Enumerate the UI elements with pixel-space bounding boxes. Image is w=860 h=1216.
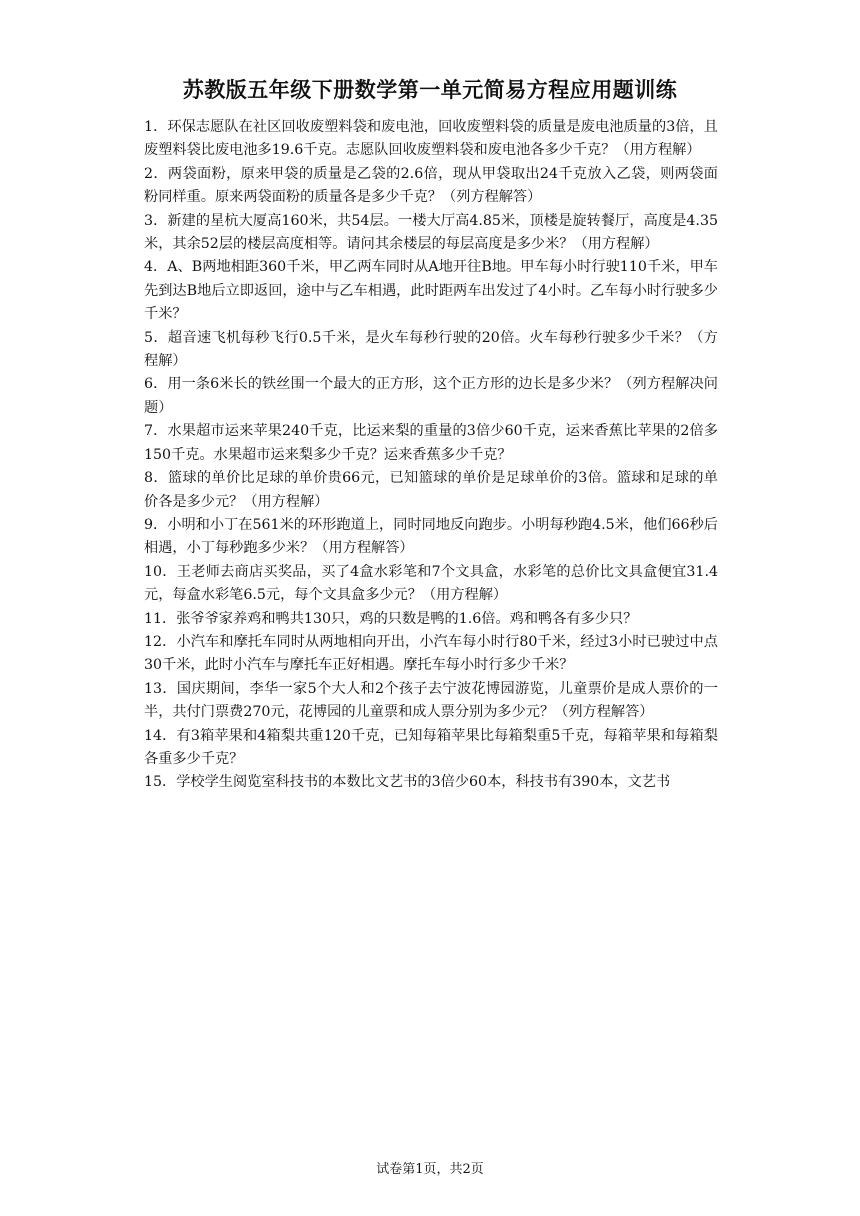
question-1: 1．环保志愿队在社区回收废塑料袋和废电池，回收废塑料袋的质量是废电池质量的3倍，且废塑料袋比废电池多19.6千克。志愿队回收废塑料袋和废电池各多少千克？（用方程解） [144, 119, 718, 159]
question-15: 15．学校学生阅览室科技书的本数比文艺书的3倍少60本，科技书有390本，文艺书 [144, 774, 671, 791]
page-title: 苏教版五年级下册数学第一单元简易方程应用题训练 [182, 78, 678, 102]
question-10: 10．王老师去商店买奖品，买了4盒水彩笔和7个文具盒，水彩笔的总价比文具盒便宜31.4元，每盒水彩笔6.5元，每个文具盒多少元？（用方程解） [144, 563, 718, 604]
question-7: 7．水果超市运来苹果240千克，比运来梨的重量的3倍少60千克，运来香蕉比苹果的2倍多150千克。水果超市运来梨多少千克？运来香蕉多少千克？ [144, 423, 718, 463]
question-14: 14．有3箱苹果和4箱梨共重120千克，已知每箱苹果比每箱梨重5千克，每箱苹果和每箱梨各重多少千克？ [144, 727, 718, 767]
question-5: 5．超音速飞机每秒飞行0.5千米，是火车每秒行驶的20倍。火车每秒行驶多少千米？（方程解） [144, 329, 718, 370]
question-13: 13．国庆期间，李华一家5个大人和2个孩子去宁波花博园游览，儿童票价是成人票价的一半，共付门票费270元，花博园的儿童票和成人票分别为多少元？（列方程解答） [144, 680, 718, 721]
page-footer: 试卷第1页，共2页 [376, 1162, 484, 1177]
question-11: 11．张爷爷家养鸡和鸭共130只，鸡的只数是鸭的1.6倍。鸡和鸭各有多少只？ [144, 610, 638, 627]
question-8: 8．篮球的单价比足球的单价贵66元，已知篮球的单价是足球单价的3倍。篮球和足球的单价各是多少元？（用方程解） [144, 470, 718, 510]
question-6: 6．用一条6米长的铁丝围一个最大的正方形，这个正方形的边长是多少米？（列方程解决问题） [144, 376, 718, 416]
question-3: 3．新建的星杭大厦高160米，共54层。一楼大厅高4.85米，顶楼是旋转餐厅，高度是4.35米，其余52层的楼层高度相等。请问其余楼层的每层高度是多少米？（用方程解） [144, 212, 718, 253]
question-12: 12．小汽车和摩托车同时从两地相向开出，小汽车每小时行80千米，经过3小时已驶过中点30千米，此时小汽车与摩托车正好相遇。摩托车每小时行多少千米？ [144, 633, 718, 674]
question-2: 2．两袋面粉，原来甲袋的质量是乙袋的2.6倍，现从甲袋取出24千克放入乙袋，则两袋面粉同样重。原来两袋面粉的质量各是多少千克？（列方程解答） [144, 165, 718, 206]
question-4: 4．A、B两地相距360千米，甲乙两车同时从A地开往B地。甲车每小时行驶110千米，甲车先到达B地后立即返回，途中与乙车相遇，此时距两车出发过了4小时。乙车每小时行驶多少千米？ [144, 259, 718, 323]
question-9: 9．小明和小丁在561米的环形跑道上，同时同地反向跑步。小明每秒跑4.5米，他们66秒后相遇，小丁每秒跑多少米？（用方程解答） [144, 516, 718, 557]
question-list [144, 116, 718, 795]
